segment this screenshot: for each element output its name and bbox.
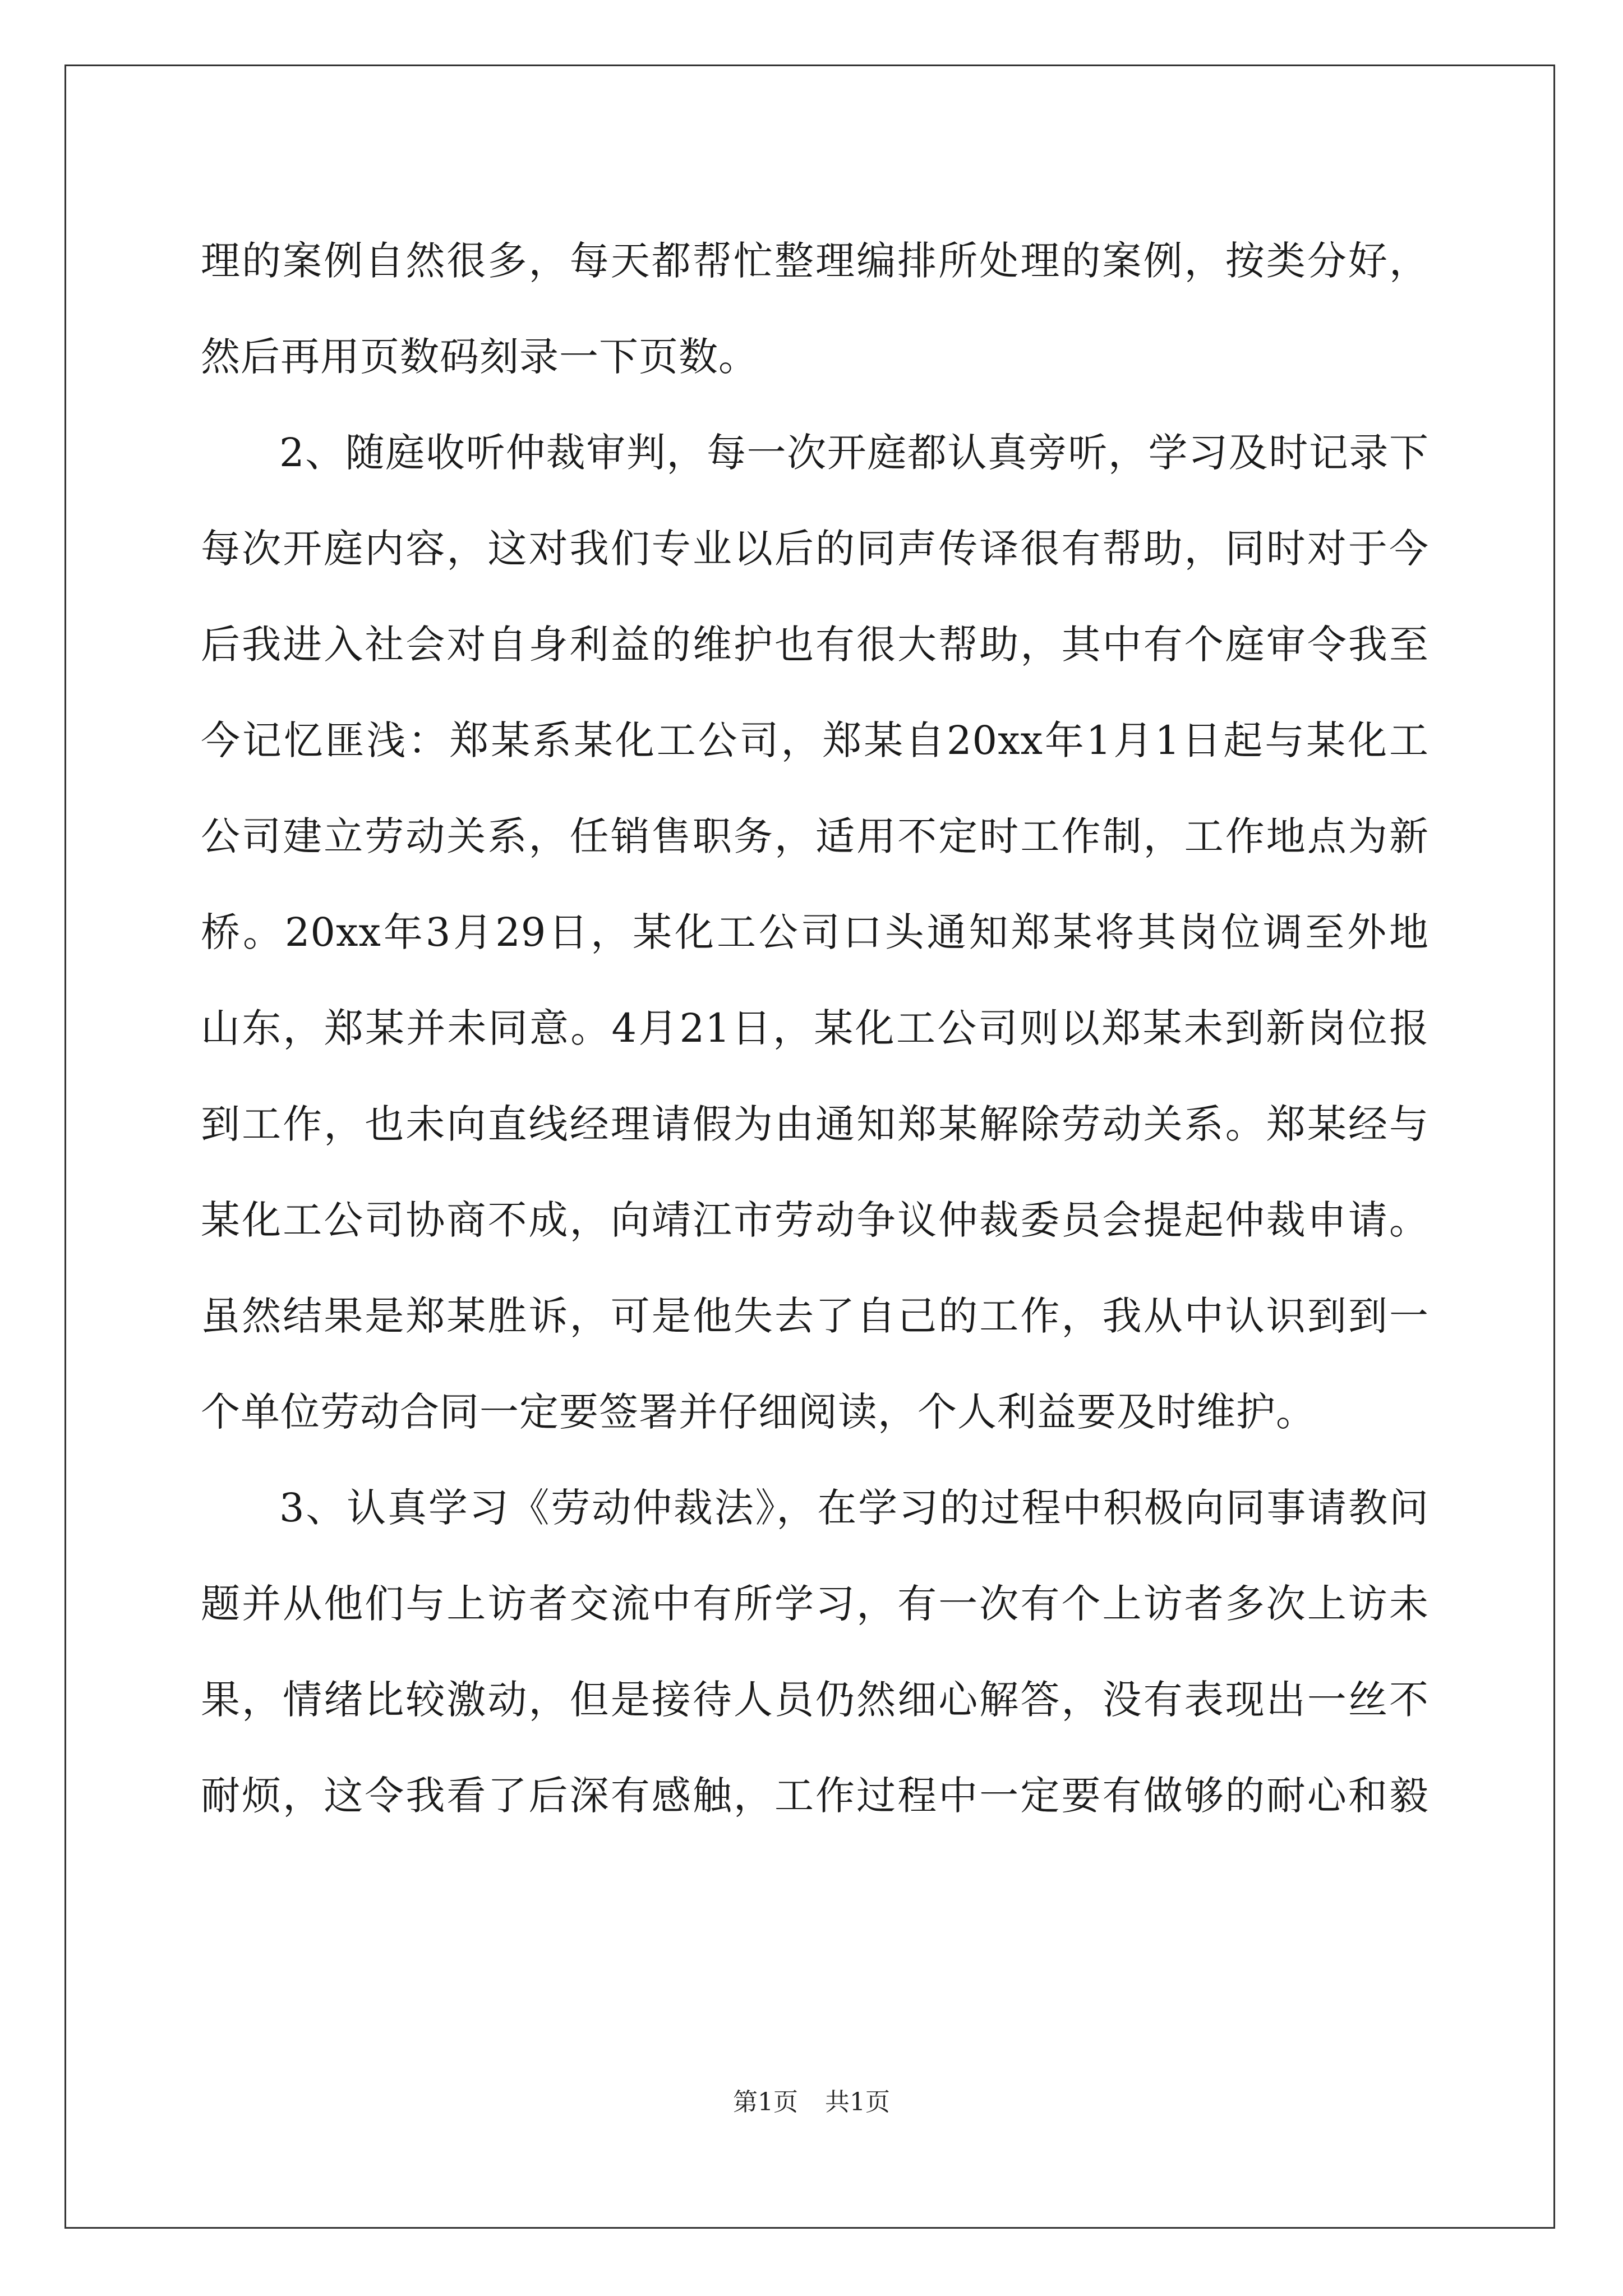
text-line: 每次开庭内容，这对我们专业以后的同声传译很有帮助，同时对于今 [201,526,1429,572]
text-line: 理的案例自然很多，每天都帮忙整理编排所处理的案例，按类分好， [201,238,1429,284]
text-line: 3、认真学习《劳动仲裁法》，在学习的过程中积极向同事请教问 [279,1485,1429,1531]
page-total: 共1页 [825,2088,890,2116]
text-line: 今记忆匪浅：郑某系某化工公司，郑某自20xx年1月1日起与某化工 [201,717,1429,763]
text-line: 公司建立劳动关系，任销售职务，适用不定时工作制，工作地点为新 [201,813,1429,859]
text-line: 2、随庭收听仲裁审判，每一次开庭都认真旁听，学习及时记录下 [279,430,1429,476]
text-line: 题并从他们与上访者交流中有所学习，有一次有个上访者多次上访未 [201,1581,1429,1627]
page-footer [0,2086,1623,2119]
text-line: 山东，郑某并未同意。4月21日，某化工公司则以郑某未到新岗位报 [201,1005,1429,1051]
text-line: 桥。20xx年3月29日，某化工公司口头通知郑某将其岗位调至外地 [201,909,1429,955]
document-body [201,213,1429,1844]
text-line: 某化工公司协商不成，向靖江市劳动争议仲裁委员会提起仲裁申请。 [201,1197,1429,1243]
text-line: 虽然结果是郑某胜诉，可是他失去了自己的工作，我从中认识到到一 [201,1293,1429,1339]
text-line: 耐烦，这令我看了后深有感触，工作过程中一定要有做够的耐心和毅 [201,1773,1429,1819]
page-number: 第1页 [733,2088,798,2116]
text-line: 然后再用页数码刻录一下页数。 [201,334,758,380]
text-line: 个单位劳动合同一定要签署并仔细阅读，个人利益要及时维护。 [201,1389,1316,1435]
text-line: 到工作，也未向直线经理请假为由通知郑某解除劳动关系。郑某经与 [201,1101,1429,1147]
text-line: 后我进入社会对自身利益的维护也有很大帮助，其中有个庭审令我至 [201,622,1429,668]
text-line: 果，情绪比较激动，但是接待人员仍然细心解答，没有表现出一丝不 [201,1677,1429,1723]
